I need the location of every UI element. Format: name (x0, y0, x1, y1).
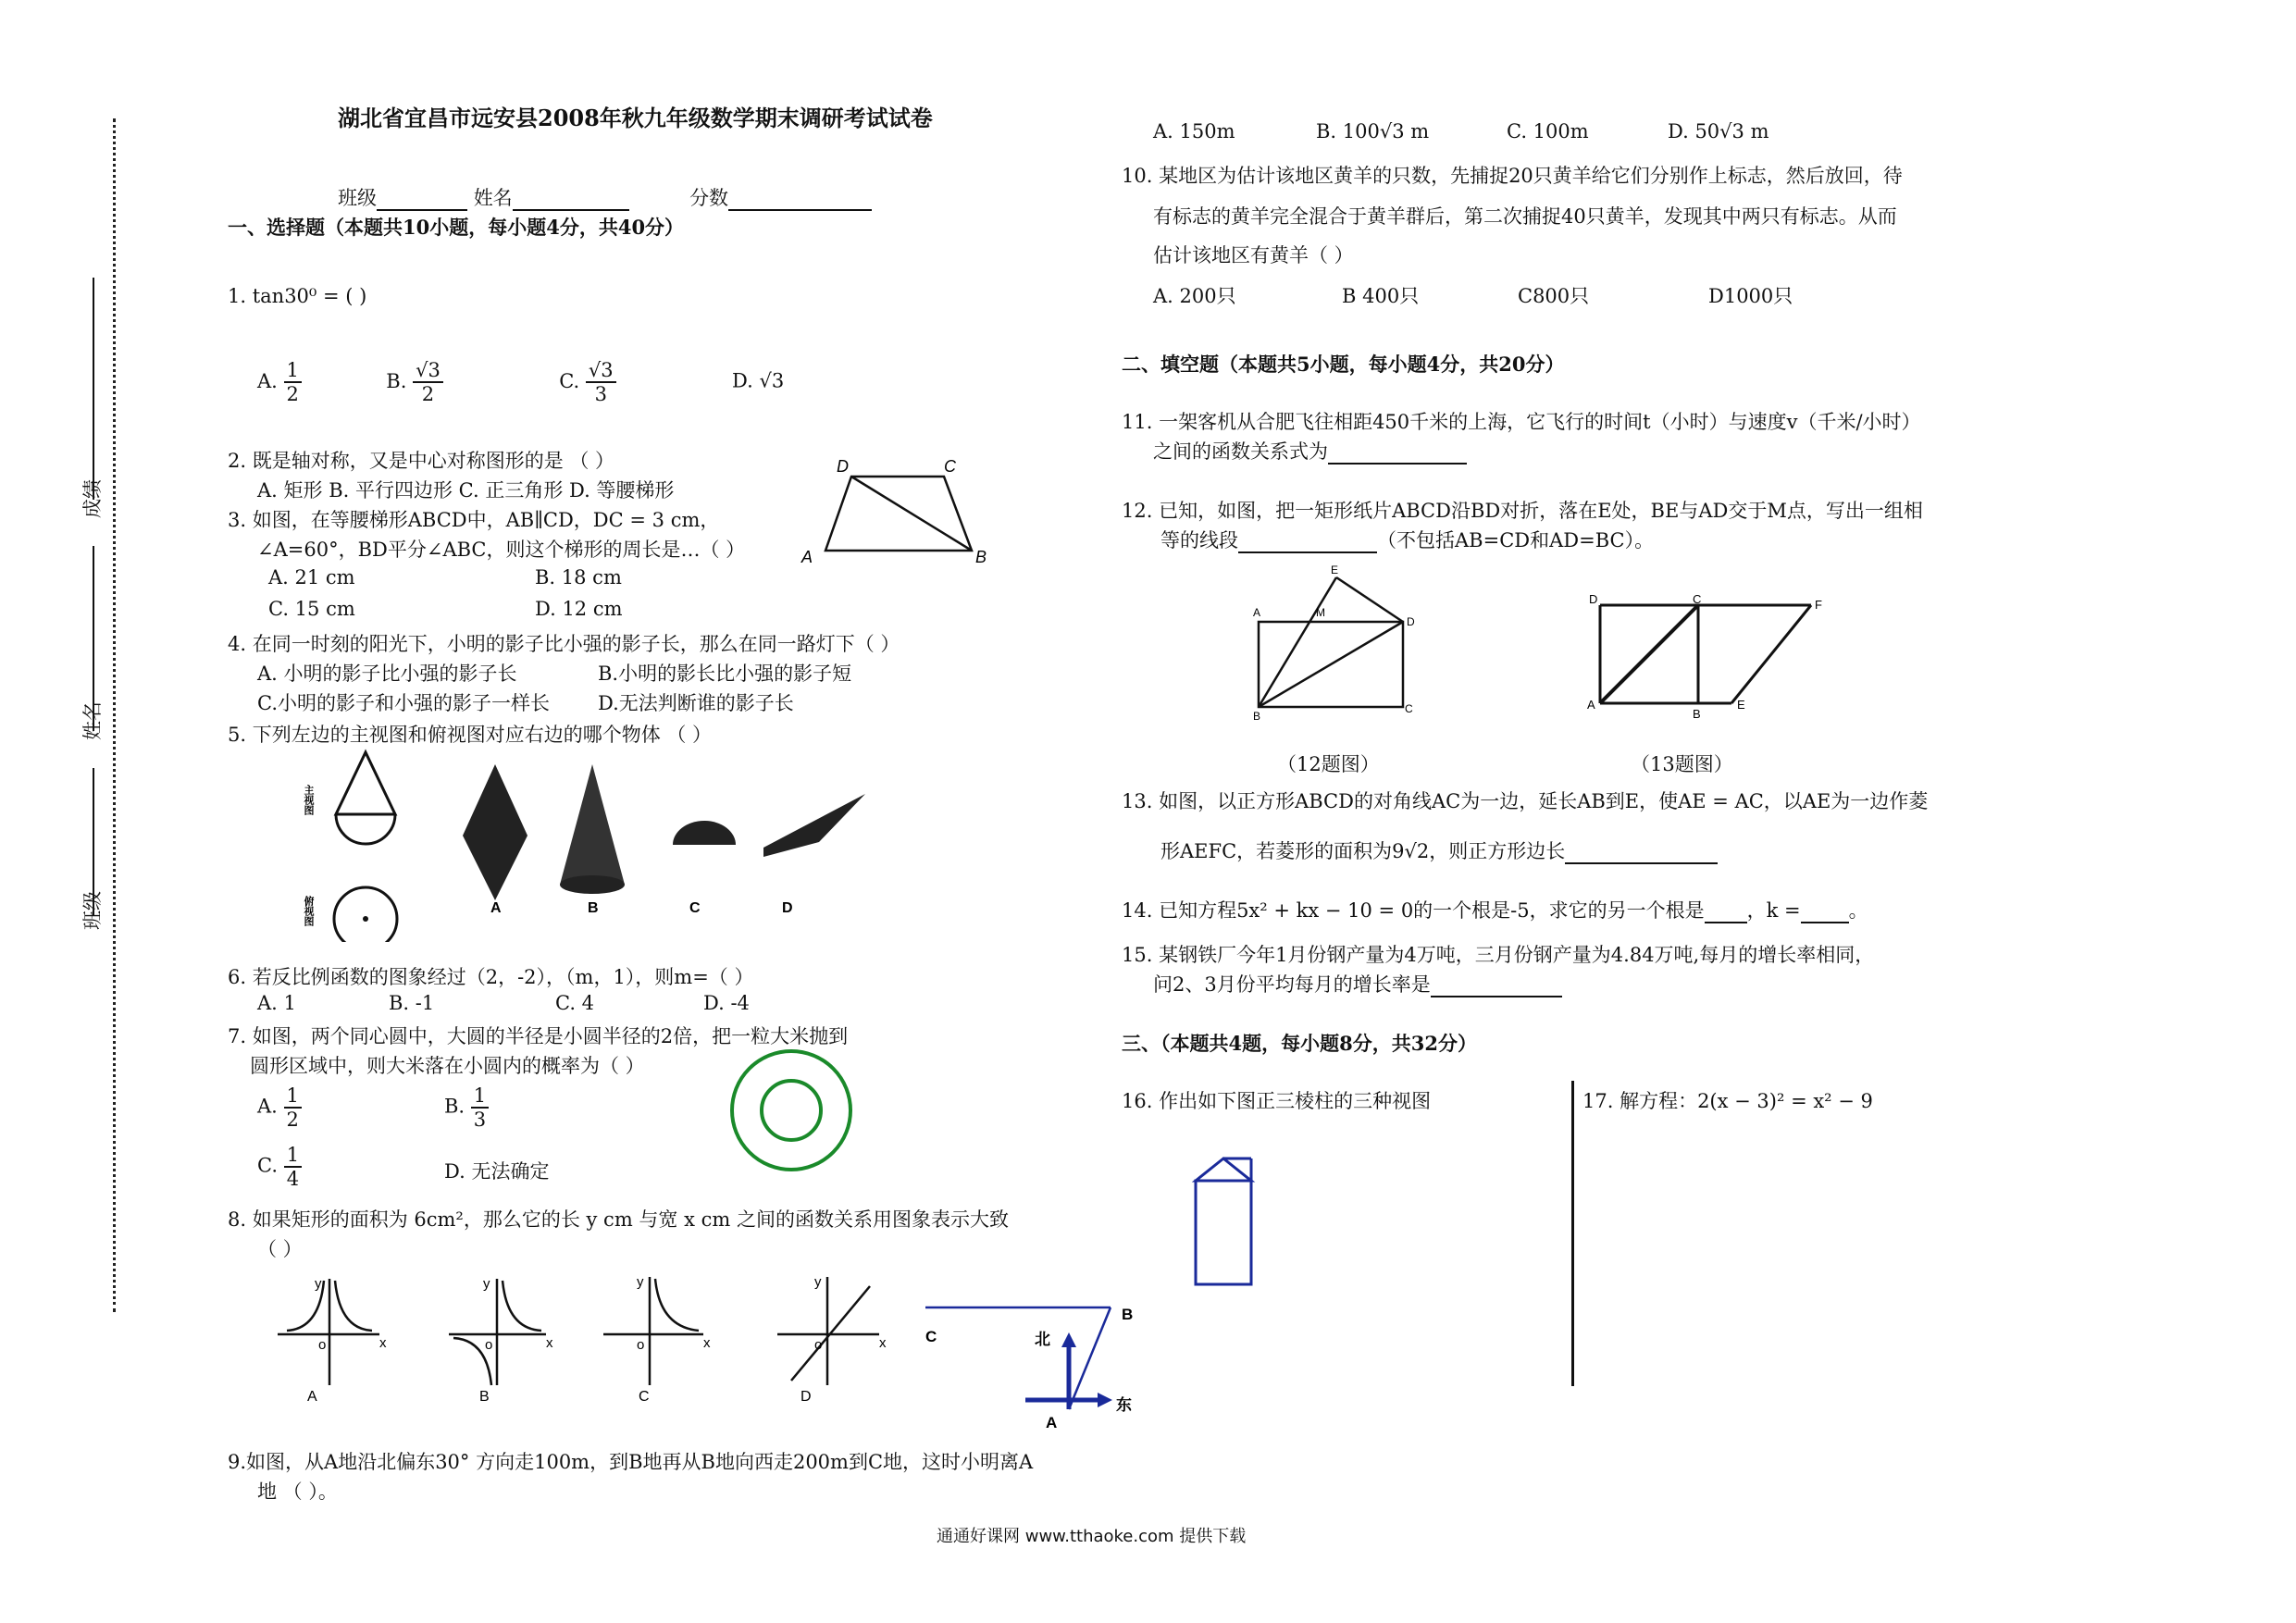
q15-line-1: 15. 某钢铁厂今年1月份钢产量为4万吨，三月份钢产量为4.84万吨,每月的增长率相同， (1122, 944, 1875, 966)
section2-title: 二、填空题（本题共5小题，每小题4分，共20分） (1122, 353, 1565, 376)
q4-option-d: D.无法判断谁的影子长 (598, 692, 794, 714)
q6-option-d: D. -4 (703, 992, 750, 1014)
q3-label-c: C (944, 457, 956, 476)
footer-text: 通通好课网 www.tthaoke.com 提供下载 (937, 1527, 1247, 1546)
svg-text:o: o (814, 1337, 823, 1353)
q5-front-label: 主视图 (303, 785, 314, 815)
q14-root-blank[interactable] (1705, 903, 1747, 923)
q4-option-c: C.小明的影子和小强的影子一样长 (257, 692, 550, 714)
q12-label-a: A (1253, 606, 1261, 619)
q5-top-label: 俯视图 (303, 896, 314, 926)
class-label: 班级 (338, 187, 377, 209)
q1-option-a: A. $\frac{1}{2}$ (257, 370, 302, 392)
name-label: 姓名 (473, 187, 513, 209)
q10-option-a: A. 200只 (1153, 285, 1236, 307)
q8-graph-c (603, 1274, 711, 1405)
q2-options: A. 矩形 B. 平行四边形 C. 正三角形 D. 等腰梯形 (257, 479, 675, 502)
q12-line-2: 等的线段 （不包括AB=CD和AD=BC）。 (1160, 529, 1655, 551)
q14-k-blank[interactable] (1801, 903, 1849, 923)
q9-stem-1: 9.如图，从A地沿北偏东30° 方向走100m，到B地再从B地向西走200m到C地，这时小明离A (228, 1451, 1034, 1473)
svg-text:y: y (814, 1274, 822, 1290)
q7-option-c: C. $\frac{1}{4}$ (257, 1144, 302, 1190)
q12-label-d: D (1407, 615, 1415, 628)
q1-option-c: C. $\frac{√3}{3}$ (559, 370, 615, 392)
q3-option-c: C. 15 cm (268, 598, 355, 620)
q10-option-c: C800只 (1518, 285, 1590, 307)
q1-options (257, 359, 784, 405)
q9-label-c: C (925, 1328, 937, 1345)
q9-north-label: 北 (1035, 1331, 1050, 1348)
q8-graphs (268, 1270, 916, 1408)
q13-label-e: E (1737, 698, 1745, 712)
margin-score-label: 成绩 (81, 479, 104, 518)
q9-option-c: C. 100m (1507, 120, 1589, 142)
q17-text: 17. 解方程：2(x − 3)² = x² − 9 (1582, 1090, 1873, 1112)
q3-label-a: A (801, 548, 813, 566)
q3-label-b: B (975, 548, 987, 566)
q13-label-f: F (1815, 598, 1822, 612)
q13-label-a: A (1587, 698, 1595, 712)
q16-prism-figure (1185, 1147, 1286, 1295)
q7-option-a: A. $\frac{1}{2}$ (257, 1084, 302, 1131)
q4-option-a: A. 小明的影子比小强的影子长 (257, 663, 517, 685)
q5-label-b: B (588, 900, 599, 916)
q13-label-d: D (1589, 592, 1598, 606)
q12-label-c: C (1405, 702, 1413, 715)
q8-label-a: A (307, 1389, 317, 1405)
q10-line-2: 有标志的黄羊完全混合于黄羊群后，第二次捕捉40只黄羊，发现其中两只有标志。从而 (1153, 205, 1897, 228)
q10-line-3: 估计该地区有黄羊（ ） (1153, 244, 1354, 266)
q6-stem: 6. 若反比例函数的图象经过（2，-2），（m，1），则m=（ ） (228, 966, 754, 988)
q6-option-b: B. -1 (389, 992, 435, 1014)
q8-graph-b (449, 1276, 553, 1405)
q9-stem-2: 地 （ ）。 (257, 1481, 338, 1503)
q8-graph-d (777, 1274, 887, 1405)
q1-stem: 1. tan30⁰ = ( ) (228, 285, 367, 307)
q9-option-b: B. 100√3 m (1316, 120, 1430, 142)
q12-caption: （12题图） (1277, 753, 1380, 775)
q15-line-2: 问2、3月份平均每月的增长率是 (1153, 970, 1562, 997)
q9-label-b: B (1122, 1306, 1134, 1323)
score-blank[interactable] (728, 191, 872, 211)
q10-option-b: B 400只 (1342, 285, 1420, 307)
q5-stem: 5. 下列左边的主视图和俯视图对应右边的哪个物体 （ ） (228, 724, 713, 746)
binding-dotted-line (113, 118, 116, 1312)
score-line (93, 278, 94, 500)
section3-title: 三、（本题共4题，每小题8分，共32分） (1122, 1032, 1477, 1055)
svg-text:y: y (315, 1276, 322, 1292)
q3-stem-1: 3. 如图，在等腰梯形ABCD中，AB∥CD，DC = 3 cm， (228, 509, 720, 531)
q4-option-b: B.小明的影长比小强的影子短 (598, 663, 852, 685)
q13-label-b: B (1693, 707, 1701, 721)
q5-label-d: D (782, 900, 793, 916)
svg-text:x: x (703, 1335, 711, 1351)
q7-stem-1: 7. 如图，两个同心圆中，大圆的半径是小圆半径的2倍，把一粒大米抛到 (228, 1025, 849, 1047)
q9-option-d: D. 50√3 m (1668, 120, 1769, 142)
margin-class-label: 班级 (81, 891, 104, 930)
q6-option-c: C. 4 (555, 992, 595, 1014)
q3-option-a: A. 21 cm (268, 566, 355, 588)
q8-stem: 8. 如果矩形的面积为 6cm²，那么它的长 y cm 与宽 x cm 之间的函数关系用图象表示大致 (228, 1208, 1009, 1231)
exam-title: 湖北省宜昌市远安县2008年秋九年级数学期末调研考试试卷 (338, 105, 933, 131)
q1-option-b: B. $\frac{√3}{2}$ (386, 370, 443, 392)
q8-graph-a (278, 1276, 387, 1405)
name-blank[interactable] (513, 191, 629, 211)
class-blank[interactable] (377, 191, 467, 211)
q3-label-d: D (837, 457, 849, 476)
q9-label-a: A (1046, 1414, 1058, 1431)
q13-answer-blank[interactable] (1565, 844, 1718, 864)
q4-stem: 4. 在同一时刻的阳光下，小明的影子比小强的影子长，那么在同一路灯下（ ） (228, 633, 900, 655)
q9-direction-figure (916, 1294, 1157, 1432)
q7-concentric-circles (726, 1046, 856, 1175)
q5-solids-figure (301, 748, 893, 942)
q16-q17-divider (1571, 1081, 1574, 1386)
svg-text:y: y (483, 1276, 490, 1292)
svg-text:x: x (546, 1335, 553, 1351)
q3-option-b: B. 18 cm (535, 566, 622, 588)
q16-text: 16. 作出如下图正三棱柱的三种视图 (1122, 1090, 1432, 1112)
q10-option-d: D1000只 (1708, 285, 1793, 307)
q12-label-m: M (1316, 606, 1325, 619)
q11-line-1: 11. 一架客机从合肥飞往相距450千米的上海，它飞行的时间t（小时）与速度v（千米/小时） (1122, 411, 1921, 433)
svg-text:x: x (879, 1335, 887, 1351)
margin-name-label: 姓名 (81, 701, 104, 740)
q13-label-c: C (1693, 592, 1702, 606)
q9-option-a: A. 150m (1153, 120, 1235, 142)
q5-label-a: A (490, 900, 502, 916)
q12-label-b: B (1253, 710, 1261, 722)
svg-text:o: o (318, 1337, 327, 1353)
svg-text:o: o (637, 1337, 645, 1353)
q8-paren: （ ） (257, 1238, 303, 1260)
q12-line-1: 12. 已知，如图，把一矩形纸片ABCD沿BD对折，落在E处，BE与AD交于M点，写出一组相 (1122, 500, 1923, 522)
q2-stem: 2. 既是轴对称，又是中心对称图形的是 （ ） (228, 450, 615, 472)
q8-label-d: D (800, 1389, 812, 1405)
q5-label-c: C (689, 900, 701, 916)
q13-line-1: 13. 如图，以正方形ABCD的对角线AC为一边，延长AB到E，使AE = AC，以AE为一边作菱 (1122, 790, 1929, 812)
q6-option-a: A. 1 (257, 992, 296, 1014)
q7-stem-2: 圆形区域中，则大米落在小圆内的概率为（ ） (250, 1055, 645, 1077)
q8-label-b: B (479, 1389, 490, 1405)
q12-answer-blank[interactable] (1238, 533, 1377, 553)
q12-label-e: E (1331, 564, 1339, 576)
q11-answer-blank[interactable] (1328, 444, 1467, 465)
q13-line-2: 形AEFC，若菱形的面积为9√2，则正方形边长 (1160, 836, 1718, 864)
q3-stem-2: ∠A=60°，BD平分∠ABC，则这个梯形的周长是…（ ） (257, 539, 746, 561)
q13-rhombus-figure (1578, 592, 1837, 722)
q11-line-2: 之间的函数关系式为 (1153, 437, 1467, 465)
q3-trapezoid-figure (796, 453, 999, 574)
header-fields (338, 183, 872, 211)
q10-line-1: 10. 某地区为估计该地区黄羊的只数，先捕捉20只黄羊给它们分别作上标志，然后放回，待 (1122, 165, 1903, 187)
q12-fold-figure (1240, 564, 1425, 722)
q15-answer-blank[interactable] (1431, 977, 1562, 997)
q14-text: 14. 已知方程5x² + kx − 10 = 0的一个根是-5，求它的另一个根是 ，k = 。 (1122, 899, 1868, 922)
score-label: 分数 (689, 187, 729, 209)
section1-title: 一、选择题（本题共10小题，每小题4分，共40分） (228, 216, 685, 239)
q9-east-label: 东 (1116, 1396, 1132, 1414)
q1-option-d: D. √3 (732, 369, 785, 392)
svg-text:x: x (379, 1335, 387, 1351)
q13-caption: （13题图） (1631, 753, 1733, 775)
q8-label-c: C (639, 1389, 650, 1405)
svg-text:y: y (637, 1274, 644, 1290)
q7-option-b: B. $\frac{1}{3}$ (444, 1084, 489, 1131)
svg-text:o: o (485, 1337, 493, 1353)
q3-option-d: D. 12 cm (535, 598, 623, 620)
q7-option-d: D. 无法确定 (444, 1160, 550, 1183)
